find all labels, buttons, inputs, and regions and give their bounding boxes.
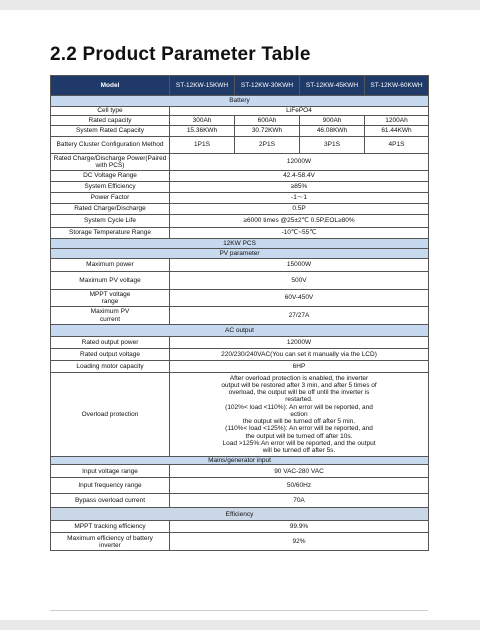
row-label: Storage Temperature Range [51, 228, 170, 239]
model-header: Model [51, 76, 170, 96]
row-value: -1～1 [170, 193, 429, 204]
row-value: 30.72KWh [235, 126, 300, 137]
table-row [51, 272, 429, 290]
table-row [51, 307, 429, 325]
table-row [51, 193, 429, 204]
row-value: 300Ah [170, 116, 235, 126]
row-label: Bypass overload current [51, 494, 170, 508]
row-value: 4P1S [365, 137, 429, 154]
row-label: Maximum power [51, 259, 170, 272]
row-value: 46.08KWh [300, 126, 365, 137]
row-label: Loading motor capacity [51, 361, 170, 373]
row-label: DC Voltage Range [51, 171, 170, 182]
row-value: 12000W [170, 154, 429, 171]
table-row [51, 373, 429, 457]
row-value: 15.36KWh [170, 126, 235, 137]
row-value: 900Ah [300, 116, 365, 126]
row-label: Rated output power [51, 337, 170, 349]
row-label: Maximum PV voltage [51, 272, 170, 290]
mains-section-label: Mains/generator input [51, 457, 429, 465]
row-label: Cell type [51, 107, 170, 116]
table-row [51, 533, 429, 551]
row-label: MPPT tracking efficiency [51, 521, 170, 533]
overload-description [170, 373, 429, 457]
overload-line: the output will be turned off after 5 min. [242, 418, 356, 426]
row-label: System Cycle Life [51, 215, 170, 228]
row-value: 42.4-58.4V [170, 171, 429, 182]
row-label: Rated Charge/Discharge [51, 204, 170, 215]
overload-line: ection [290, 410, 308, 418]
section-row [51, 325, 429, 337]
row-label: Rated output voltage [51, 349, 170, 361]
row-value: 600Ah [235, 116, 300, 126]
section-row [51, 96, 429, 107]
overload-line: (102%< load <110%): An error will be reported, and [225, 403, 373, 411]
row-label: Power Factor [51, 193, 170, 204]
row-value: 60V-450V [170, 290, 429, 307]
row-label: System Rated Capacity [51, 126, 170, 137]
row-label: Rated capacity [51, 116, 170, 126]
table-row [51, 215, 429, 228]
row-value: 50/60Hz [170, 478, 429, 494]
section-row [51, 239, 429, 249]
table-row [51, 290, 429, 307]
table-row [51, 259, 429, 272]
section-row [51, 249, 429, 259]
table-row [51, 361, 429, 373]
pv-section-label: PV parameter [51, 249, 429, 259]
table-row [51, 494, 429, 508]
row-label: Rated Charge/Discharge Power(Paired with PCS) [51, 154, 170, 171]
overload-line: the output will be turned off after 10s. [245, 432, 353, 440]
section-row [51, 508, 429, 521]
parameter-table [50, 75, 429, 551]
row-label: Battery Cluster Configuration Method [51, 137, 170, 154]
row-value: 92% [170, 533, 429, 551]
row-label: Overload protection [51, 373, 170, 457]
row-value: -10℃~55℃ [170, 228, 429, 239]
overload-line: (110%< load <125%): An error will be reported, and [225, 425, 373, 433]
row-value: 3P1S [300, 137, 365, 154]
top-frame-band [0, 0, 480, 10]
bottom-frame-band [0, 620, 480, 630]
table-row [51, 204, 429, 215]
overload-line: After overload protection is enabled, the inverter [229, 374, 369, 382]
row-value: LiFePO4 [170, 107, 429, 116]
row-value: 0.5P [170, 204, 429, 215]
page-title: 2.2 Product Parameter Table [50, 44, 311, 65]
row-label: System Efficiency [51, 182, 170, 193]
model-header-cell: ST-12KW-45KWH [300, 76, 365, 96]
row-value: 1200Ah [365, 116, 429, 126]
model-header-cell: ST-12KW-15KWH [170, 76, 235, 96]
row-label: Maximum PV current [51, 307, 170, 325]
overload-line: restarted. [285, 396, 313, 404]
model-header-cell: ST-12KW-60KWH [365, 76, 429, 96]
table-row [51, 465, 429, 478]
model-header-cell: ST-12KW-30KWH [235, 76, 300, 96]
table-row [51, 154, 429, 171]
table-row [51, 182, 429, 193]
battery-section-label: Battery [51, 96, 429, 107]
ac-section-label: AC output [51, 325, 429, 337]
row-value: 61.44KWh [365, 126, 429, 137]
table-row [51, 521, 429, 533]
header-row [51, 76, 429, 96]
row-value: 500V [170, 272, 429, 290]
row-value: 1P1S [170, 137, 235, 154]
row-value: 220/230/240VAC(You can set it manually via the LCD) [170, 349, 429, 361]
page-footer-rule [50, 610, 428, 611]
row-value: 2P1S [235, 137, 300, 154]
table-row [51, 116, 429, 126]
table-row [51, 478, 429, 494]
row-label: Input voltage range [51, 465, 170, 478]
table-row [51, 337, 429, 349]
efficiency-section-label: Efficiency [51, 508, 429, 521]
overload-line: output will be restored after 3 min, and after 5 times of [221, 382, 377, 390]
table-row [51, 107, 429, 116]
row-label: MPPT voltage range [51, 290, 170, 307]
row-value: 90 VAC-280 VAC [170, 465, 429, 478]
overload-line: overload, the output will be off until the inverter is [228, 389, 370, 397]
table-row [51, 171, 429, 182]
row-label: Maximum efficiency of battery inverter [51, 533, 170, 551]
row-label: Input frequency range [51, 478, 170, 494]
row-value: 27/27A [170, 307, 429, 325]
row-value: 70A [170, 494, 429, 508]
row-value: 6HP [170, 361, 429, 373]
table-row [51, 126, 429, 137]
row-value: ≥85% [170, 182, 429, 193]
table-row [51, 228, 429, 239]
table-row [51, 349, 429, 361]
overload-line: Load >125%:An error will be reported, and the output [222, 439, 376, 447]
row-value: 15000W [170, 259, 429, 272]
table-row [51, 137, 429, 154]
pcs-section-label: 12KW PCS [51, 239, 429, 249]
row-value: 99.9% [170, 521, 429, 533]
row-value: 12000W [170, 337, 429, 349]
row-value: ≥6000 times @25±2℃ 0.5P,EOL≥80% [170, 215, 429, 228]
overload-line: will be turned off after 5s. [262, 446, 336, 454]
section-row [51, 457, 429, 465]
